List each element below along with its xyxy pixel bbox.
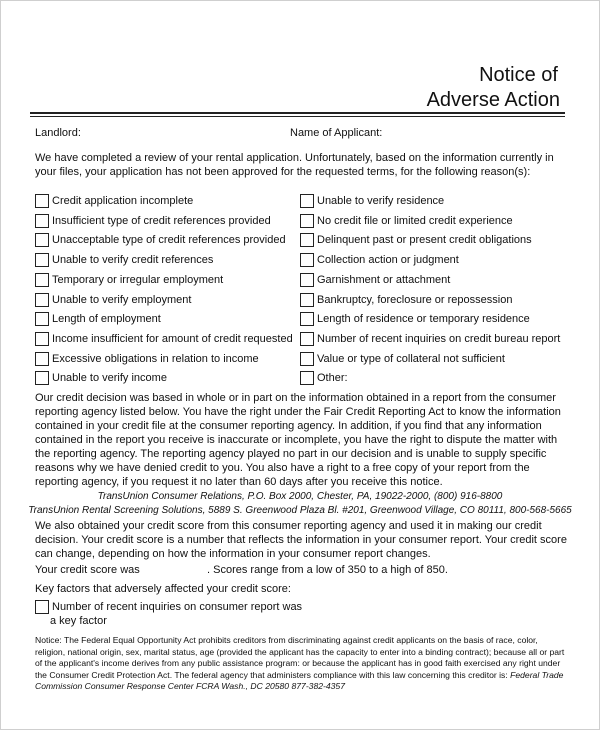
reason-item: [300, 371, 348, 385]
reason-label: No credit file or limited credit experience: [317, 214, 513, 227]
notice-agency: Federal Trade Commission Consumer Response Center FCRA Wash., DC 20580 877-382-4357: [35, 669, 564, 692]
intro-paragraph: We have completed a review of your rental application. Unfortunately, based on the information currently in your files, your application has not been approved for the requested terms, for the following reason(s):: [35, 152, 554, 178]
reason-item: [35, 233, 286, 247]
reason-label: Unable to verify credit references: [52, 254, 214, 267]
reason-checkbox[interactable]: [300, 371, 314, 385]
reason-label: Credit application incomplete: [52, 195, 194, 207]
title-line-2: Adverse Action: [426, 89, 560, 111]
reason-label: Unable to verify income: [52, 372, 167, 385]
applicant-label: Name of Applicant:: [290, 127, 383, 139]
key-factor-label-cont: a key factor: [50, 615, 107, 627]
reason-checkbox[interactable]: [35, 352, 49, 366]
reason-item: [35, 194, 193, 208]
reason-label: Unable to verify residence: [317, 195, 445, 207]
score-range-text: . Scores range from a low of 350 to a high of 850.: [207, 564, 448, 576]
divider-bottom: [30, 116, 565, 117]
reason-checkbox[interactable]: [300, 194, 314, 208]
reason-checkbox[interactable]: [35, 253, 49, 267]
reason-checkbox[interactable]: [300, 293, 314, 307]
reason-checkbox[interactable]: [300, 332, 314, 346]
reason-item: [300, 293, 512, 307]
reason-label: Unable to verify employment: [52, 293, 192, 306]
reason-item: [35, 312, 161, 326]
score-paragraph: We also obtained your credit score from this consumer reporting agency and used it in making our credit decision. Your credit score is a number that reflects the information in your consumer report. Your credit score can change, depending on how the information in your consumer report changes.: [35, 520, 567, 560]
reason-item: [35, 332, 293, 346]
reason-item: [300, 273, 450, 287]
reason-label: Collection action or judgment: [317, 254, 459, 267]
reason-label: Bankruptcy, foreclosure or repossession: [317, 293, 513, 306]
key-factor-checkbox[interactable]: [35, 600, 49, 614]
reason-checkbox[interactable]: [300, 214, 314, 228]
landlord-label: Landlord:: [35, 127, 81, 139]
reason-item: [300, 214, 513, 228]
notice-text: Notice: The Federal Equal Opportunity Act prohibits creditors from discriminating against credit applicants on the basis of race, color, religion, national origin, sex, marital status, age (provided the applicant has the capacity to enter into a binding contract); because all or part of the applicant's income derives from any public assistance program: or because the applicant has in good faith exercised any right under the Consumer Credit Protection Act. The federal agency that administers compliance with this law concerning this creditor is:: [35, 635, 565, 680]
divider-top: [30, 112, 565, 114]
reason-checkbox[interactable]: [35, 312, 49, 326]
reason-item: [35, 293, 191, 307]
reason-checkbox[interactable]: [300, 233, 314, 247]
reason-checkbox[interactable]: [35, 273, 49, 287]
reason-checkbox[interactable]: [35, 194, 49, 208]
reason-label: Garnishment or attachment: [317, 273, 451, 286]
reason-checkbox[interactable]: [300, 352, 314, 366]
reason-checkbox[interactable]: [300, 312, 314, 326]
reason-checkbox[interactable]: [35, 332, 49, 346]
reason-checkbox[interactable]: [35, 371, 49, 385]
reason-item: [35, 352, 259, 366]
reason-item: [300, 253, 459, 267]
reason-item: [35, 273, 223, 287]
reason-item: [300, 233, 532, 247]
reason-label: Length of residence or temporary residence: [317, 313, 530, 326]
decision-paragraph: Our credit decision was based in whole or in part on the information obtained in a report from the consumer reporting agency listed below. You have the right under the Fair Credit Reporting Act to know the information contained in your credit file at the consumer reporting agency. In addition, if you find that any information contained in the report you receive is inaccurate or incomplete, you have the right to dispute the matter with the reporting agency. The reporting agency played no part in our decision and is unable to supply specific reasons why we have denied credit to you. You also have a right to a free copy of your report from the reporting agency, if you request it no later than 60 days after you receive this notice.: [35, 392, 561, 488]
reason-checkbox[interactable]: [35, 233, 49, 247]
reason-label: Number of recent inquiries on credit bureau report: [317, 332, 561, 345]
agency-1: TransUnion Consumer Relations, P.O. Box 2000, Chester, PA, 19022-2000, (800) 916-8800: [97, 491, 503, 502]
reason-label: Insufficient type of credit references provided: [52, 214, 271, 227]
reason-label: Income insufficient for amount of credit requested: [52, 332, 293, 345]
reason-checkbox[interactable]: [300, 273, 314, 287]
agency-2: TransUnion Rental Screening Solutions, 5889 S. Greenwood Plaza Bl. #201, Greenwood Village, CO 80111, 800-568-5665: [28, 505, 572, 516]
credit-score-label: Your credit score was: [35, 564, 140, 576]
reason-checkbox[interactable]: [35, 293, 49, 307]
notice-paragraph: [35, 635, 570, 693]
reason-label: Unacceptable type of credit references provided: [52, 234, 286, 247]
title-line-1: Notice of: [479, 64, 558, 86]
key-factors-heading: Key factors that adversely affected your credit score:: [35, 583, 291, 595]
reason-checkbox[interactable]: [300, 253, 314, 267]
reason-item: [35, 214, 271, 228]
reason-item: [300, 194, 444, 208]
reason-item: [35, 371, 167, 385]
reason-label: Length of employment: [52, 313, 161, 326]
reason-label: Delinquent past or present credit obligations: [317, 234, 532, 247]
key-factor-label: Number of recent inquiries on consumer report was: [52, 601, 303, 613]
reason-label: Value or type of collateral not sufficient: [317, 352, 505, 365]
reason-item: [35, 253, 213, 267]
key-factor-item: [35, 600, 302, 614]
reason-item: [300, 312, 530, 326]
reason-checkbox[interactable]: [35, 214, 49, 228]
reason-label: Excessive obligations in relation to income: [52, 352, 259, 365]
reason-label: Other:: [317, 372, 348, 385]
reason-item: [300, 352, 505, 366]
reason-item: [300, 332, 560, 346]
reason-label: Temporary or irregular employment: [52, 273, 224, 286]
